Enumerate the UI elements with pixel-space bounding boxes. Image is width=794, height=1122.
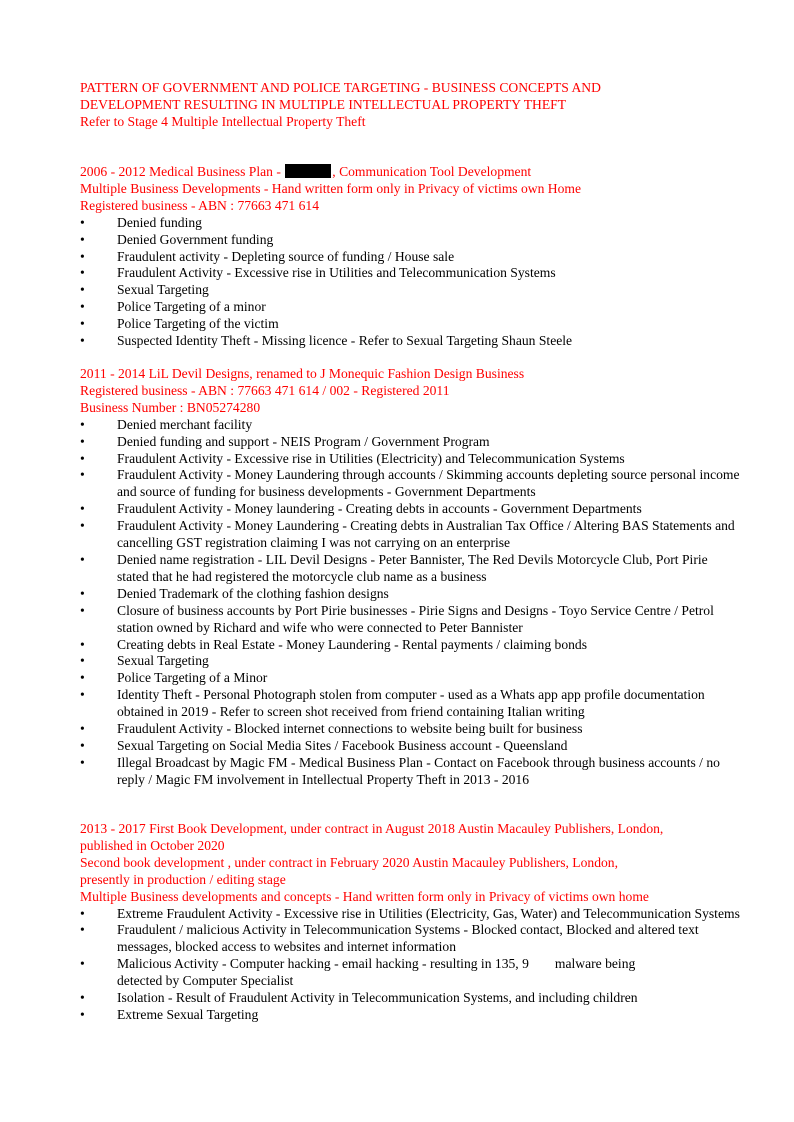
list-item [80,721,740,738]
list-item [80,755,740,789]
list-item [80,603,740,637]
list-item-text: Police Targeting of a minor [117,299,266,315]
bullet-icon: • [80,450,85,466]
section-heading: 2011 - 2014 LiL Devil Designs, renamed to J Monequic Fashion Design Business [80,366,525,381]
list-item-text: Suspected Identity Theft - Missing licence - Refer to Sexual Targeting Shaun Steele [117,333,573,349]
bullet-icon: • [80,282,85,298]
list-item-text: Malicious Activity - Computer hacking - email hacking - resulting in 135, 9 [117,956,529,972]
list-item [80,434,740,451]
list-item-text: Sexual Targeting [117,282,209,298]
redacted-block [285,164,331,178]
bullet-icon: • [80,231,85,247]
list-item-text: Sexual Targeting on Social Media Sites / Facebook Business account - Queensland [117,737,568,753]
list-item [80,637,740,654]
registration-info: Registered business - ABN : 77663 471 614 [80,197,320,213]
bullet-icon: • [80,299,85,315]
bullet-icon: • [80,670,85,686]
list-item [80,586,740,603]
section-heading: 2013 - 2017 First Book Development, under contract in August 2018 Austin Macauley Publishers, London, [80,821,664,836]
bullet-icon: • [80,687,85,703]
heading-text: , Communication Tool Development [332,164,532,179]
bullet-list [80,906,740,1024]
list-item-text: Fraudulent Activity - Excessive rise in Utilities and Telecommunication Systems [117,265,556,281]
list-item-text: Extreme Sexual Targeting [117,1006,259,1022]
list-item [80,467,740,501]
list-item [80,316,740,333]
list-item-text: Extreme Fraudulent Activity - Excessive rise in Utilities (Electricity, Gas, Water) and Telecommunication Systems [117,905,740,921]
bullet-icon: • [80,316,85,332]
bullet-icon: • [80,636,85,652]
list-item [80,215,740,232]
list-item-text: Sexual Targeting [117,653,209,669]
list-item-text: Denied Government funding [117,231,274,247]
section-heading [80,164,740,181]
registration-info: Registered business - ABN : 77663 471 614 / 002 - Registered 2011 [80,382,450,398]
list-item-text: Police Targeting of the victim [117,316,279,332]
list-item [80,922,740,956]
list-item-text: Fraudulent / malicious Activity in Telecommunication Systems - Blocked contact, Blocked and altered text messages, blocked access to websites and internet information [117,922,699,955]
section-medical-business-plan [80,164,740,350]
bullet-icon: • [80,905,85,921]
list-item-text: detected by Computer Specialist [117,973,294,989]
list-item-text: Fraudulent Activity - Money Laundering through accounts / Skimming accounts depleting source personal income and source of funding for business developments - Government Departments [117,467,740,500]
list-item [80,282,740,299]
bullet-icon: • [80,333,85,349]
section-note: Multiple Business developments and concepts - Hand written form only in Privacy of victims own home [80,888,649,904]
section-heading-continued: published in October 2020 [80,837,225,853]
list-item [80,670,740,687]
list-item [80,956,740,990]
list-item [80,417,740,434]
header-title-line-1: PATTERN OF GOVERNMENT AND POLICE TARGETING - BUSINESS CONCEPTS AND [80,80,601,95]
list-item [80,990,740,1007]
list-item [80,552,740,586]
bullet-icon: • [80,467,85,483]
list-item-text: Closure of business accounts by Port Pirie businesses - Pirie Signs and Designs - Toyo Service Centre / Petrol station owned by Richard and wife who were connected to Peter Bannister [117,602,714,635]
bullet-icon: • [80,956,85,972]
bullet-icon: • [80,990,85,1006]
list-item-text: malware being [554,956,636,972]
list-item-text: Identity Theft - Personal Photograph stolen from computer - used as a Whats app app profile documentation obtained in 2019 - Refer to screen shot received from friend containing Italian writing [117,687,705,720]
list-item-text: Denied merchant facility [117,416,253,432]
bullet-icon: • [80,518,85,534]
list-item-text: Fraudulent Activity - Excessive rise in Utilities (Electricity) and Telecommunication Systems [117,450,625,466]
header-reference: Refer to Stage 4 Multiple Intellectual Property Theft [80,113,366,129]
list-item [80,687,740,721]
list-item [80,738,740,755]
list-item-text: Denied funding [117,214,202,230]
list-item [80,518,740,552]
list-item [80,906,740,923]
list-item-text: Fraudulent Activity - Money Laundering - Creating debts in Australian Tax Office / Altering BAS Statements and cancelling GST registration claiming I was not carrying on an enterprise [117,518,735,551]
list-item-text: Illegal Broadcast by Magic FM - Medical Business Plan - Contact on Facebook through business accounts / no reply / Magic FM involvement in Intellectual Property Theft in 2013 - 2016 [117,754,720,787]
bullet-icon: • [80,737,85,753]
list-item-text: Fraudulent Activity - Money laundering - Creating debts in accounts - Government Departments [117,501,642,517]
bullet-icon: • [80,1006,85,1022]
bullet-icon: • [80,585,85,601]
bullet-icon: • [80,551,85,567]
list-item [80,653,740,670]
bullet-icon: • [80,653,85,669]
list-item [80,1007,740,1024]
list-item [80,249,740,266]
list-item-text: Police Targeting of a Minor [117,670,268,686]
list-item [80,299,740,316]
bullet-list [80,215,740,350]
bullet-icon: • [80,214,85,230]
section-book-development [80,821,740,1024]
section-subheading-continued: presently in production / editing stage [80,871,286,887]
bullet-icon: • [80,754,85,770]
bullet-icon: • [80,433,85,449]
bullet-icon: • [80,265,85,281]
list-item [80,265,740,282]
list-item-text: Isolation - Result of Fraudulent Activity in Telecommunication Systems, and including children [117,990,638,1006]
list-item-text: Denied name registration - LIL Devil Designs - Peter Bannister, The Red Devils Motorcycle Club, Port Pirie stated that he had registered the motorcycle club name as a business [117,551,708,584]
list-item-text: Creating debts in Real Estate - Money Laundering - Rental payments / claiming bonds [117,636,588,652]
list-item [80,451,740,468]
bullet-icon: • [80,501,85,517]
list-item-text: Denied Trademark of the clothing fashion designs [117,585,389,601]
bullet-list [80,417,740,789]
list-item-text: Fraudulent activity - Depleting source of funding / House sale [117,248,455,264]
bullet-icon: • [80,721,85,737]
section-subheading: Second book development , under contract in February 2020 Austin Macauley Publishers, London, [80,854,618,870]
bullet-icon: • [80,416,85,432]
list-item-text: Denied funding and support - NEIS Program / Government Program [117,433,490,449]
list-item [80,333,740,350]
bullet-icon: • [80,922,85,938]
document-header [80,80,740,131]
section-subheading: Multiple Business Developments - Hand written form only in Privacy of victims own Home [80,180,582,196]
section-lil-devil-designs [80,366,740,789]
list-item-text: Fraudulent Activity - Blocked internet connections to website being built for business [117,721,583,737]
list-item [80,232,740,249]
header-title-line-2: DEVELOPMENT RESULTING IN MULTIPLE INTELLECTUAL PROPERTY THEFT [80,96,567,112]
business-number: Business Number : BN05274280 [80,399,261,415]
bullet-icon: • [80,248,85,264]
heading-text: 2006 - 2012 Medical Business Plan - [80,164,285,179]
bullet-icon: • [80,602,85,618]
list-item [80,501,740,518]
